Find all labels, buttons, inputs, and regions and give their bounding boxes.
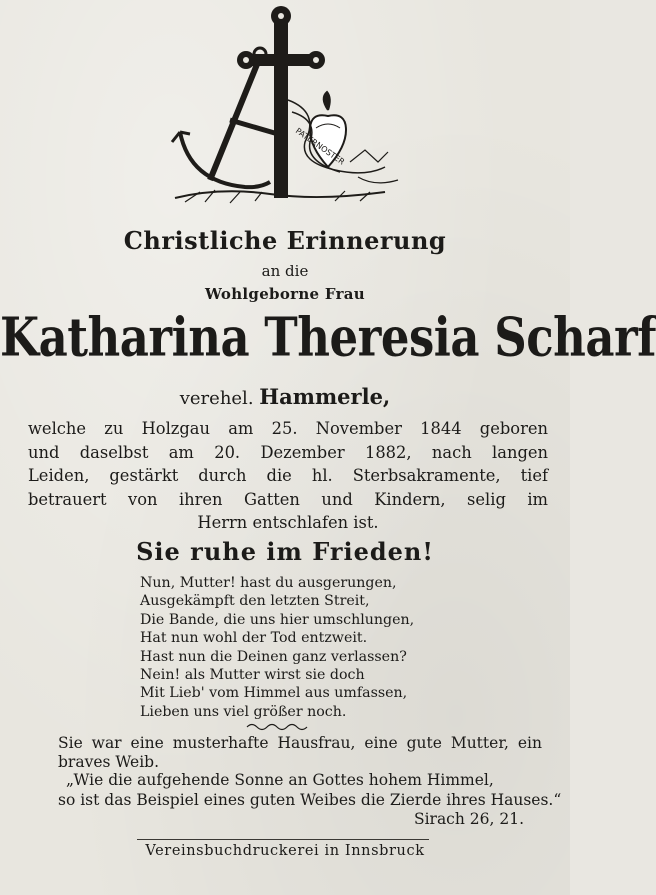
poem-line: Nein! als Mutter wirst sie doch [140,667,365,684]
emblem-banner-text: PATERNOSTER [293,126,347,167]
bio-line: Leiden, gestärkt durch die hl. Sterbsakramente, tief [28,466,548,485]
closing-text [58,734,542,772]
poem-line: Hat nun wohl der Tod entzweit. [140,630,368,647]
honorific: Wohlgeborne Frau [204,285,366,303]
poem-line: Die Bande, die uns hier umschlungen, [140,611,415,628]
biography [28,417,548,535]
bio-line: Herrn entschlafen ist. [197,513,379,532]
divider-line [137,839,429,840]
quote-source: Sirach 26, 21. [413,810,524,828]
bio-line: und daselbst am 20. Dezember 1882, nach langen [28,442,548,462]
closing-line: Sie war eine musterhafte Hausfrau, eine gute Mutter, ein [58,734,542,752]
poem [140,574,470,721]
married-name [0,384,570,409]
quote-line: so ist das Beispiel eines guten Weibes die Zierde ihres Hauses.“ [58,790,562,809]
married-prefix: verehel. [179,388,254,409]
married-surname: Hammerle, [259,384,391,409]
closing-line: braves Weib. [58,753,160,771]
heading: Christliche Erinnerung [123,226,447,255]
poem-line: Lieben uns viel größer noch. [140,703,347,720]
bio-line: betrauert von ihren Gatten und Kindern, selig im [28,489,548,509]
poem-line: Ausgekämpft den letzten Streit, [140,593,370,610]
quote-line: „Wie die aufgehende Sonne an Gottes hohem Himmel, [66,771,494,789]
an-die: an die [261,262,309,280]
rest-in-peace: Sie ruhe im Frieden! [136,537,434,566]
deceased-name: Katharina Theresia Scharf [0,306,656,369]
wave-divider [247,722,307,732]
poem-line: Nun, Mutter! hast du ausgerungen, [140,575,397,591]
poem-line: Mit Lieb' vom Himmel aus umfassen, [140,685,408,702]
poem-line: Hast nun die Deinen ganz verlassen? [140,648,407,665]
bio-line: welche zu Holzgau am 25. November 1844 geboren [28,419,548,438]
scripture-quote [58,771,562,830]
printer-credit: Vereinsbuchdruckerei in Innsbruck [145,843,425,859]
cross-anchor-heart-emblem [160,2,410,212]
